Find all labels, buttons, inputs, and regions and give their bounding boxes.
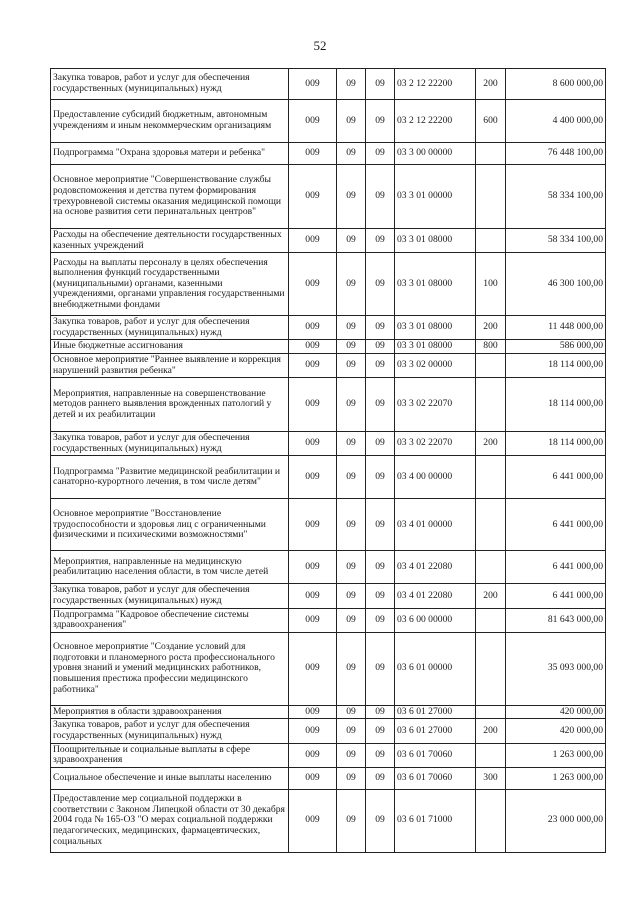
table-row	[51, 165, 606, 229]
section-cell: 09	[337, 743, 366, 767]
item-name-cell: Подпрограмма "Кадровое обеспечение системы здравоохранения"	[51, 608, 289, 632]
table-row	[51, 705, 606, 719]
amount-cell: 81 643 000,00	[506, 608, 606, 632]
table-row	[51, 632, 606, 705]
ministry-code-cell: 009	[289, 340, 337, 354]
amount-cell: 76 448 100,00	[506, 143, 606, 165]
expense-type-cell: 100	[476, 253, 506, 316]
subsection-cell: 09	[366, 316, 395, 340]
subsection-cell: 09	[366, 353, 395, 377]
amount-cell: 1 263 000,00	[506, 743, 606, 767]
table-row	[51, 100, 606, 143]
expense-type-cell	[476, 229, 506, 253]
subsection-cell: 09	[366, 432, 395, 456]
table-row	[51, 432, 606, 456]
ministry-code-cell: 009	[289, 143, 337, 165]
item-name-cell: Закупка товаров, работ и услуг для обеспечения государственных (муниципальных) нужд	[51, 719, 289, 743]
amount-cell: 6 441 000,00	[506, 584, 606, 608]
target-article-cell: 03 4 01 00000	[395, 499, 476, 551]
target-article-cell: 03 3 02 00000	[395, 353, 476, 377]
subsection-cell: 09	[366, 229, 395, 253]
expense-type-cell: 600	[476, 100, 506, 143]
item-name-cell: Закупка товаров, работ и услуг для обеспечения государственных (муниципальных) нужд	[51, 316, 289, 340]
subsection-cell: 09	[366, 632, 395, 705]
ministry-code-cell: 009	[289, 165, 337, 229]
ministry-code-cell: 009	[289, 316, 337, 340]
item-name-cell: Основное мероприятие "Восстановление трудоспособности и здоровья лиц с ограниченными физическими и психическими возможностями"	[51, 499, 289, 551]
target-article-cell: 03 3 00 00000	[395, 143, 476, 165]
section-cell: 09	[337, 378, 366, 432]
table-row	[51, 456, 606, 499]
target-article-cell: 03 3 01 00000	[395, 165, 476, 229]
expense-type-cell	[476, 378, 506, 432]
amount-cell: 58 334 100,00	[506, 229, 606, 253]
table-row	[51, 253, 606, 316]
target-article-cell: 03 6 01 70060	[395, 767, 476, 789]
subsection-cell: 09	[366, 69, 395, 100]
amount-cell: 6 441 000,00	[506, 456, 606, 499]
item-name-cell: Подпрограмма "Развитие медицинской реабилитации и санаторно-курортного лечения, в том числе детям"	[51, 456, 289, 499]
item-name-cell: Предоставление мер социальной поддержки в соответствии с Законом Липецкой области от 30 декабря 2004 года № 165-ОЗ "О мерах социальной поддержки педагогических, медицинских, фармацевтических, социальных	[51, 789, 289, 852]
table-row	[51, 69, 606, 100]
table-row	[51, 551, 606, 584]
target-article-cell: 03 3 02 22070	[395, 432, 476, 456]
target-article-cell: 03 4 01 22080	[395, 584, 476, 608]
expense-type-cell	[476, 353, 506, 377]
section-cell: 09	[337, 632, 366, 705]
item-name-cell: Поощрительные и социальные выплаты в сфере здравоохранения	[51, 743, 289, 767]
expense-type-cell	[476, 632, 506, 705]
expense-type-cell	[476, 743, 506, 767]
subsection-cell: 09	[366, 743, 395, 767]
ministry-code-cell: 009	[289, 584, 337, 608]
expense-type-cell	[476, 143, 506, 165]
target-article-cell: 03 4 01 22080	[395, 551, 476, 584]
expense-type-cell	[476, 608, 506, 632]
subsection-cell: 09	[366, 100, 395, 143]
target-article-cell: 03 3 01 08000	[395, 253, 476, 316]
table-row	[51, 229, 606, 253]
ministry-code-cell: 009	[289, 789, 337, 852]
section-cell: 09	[337, 719, 366, 743]
table-row	[51, 584, 606, 608]
amount-cell: 420 000,00	[506, 705, 606, 719]
section-cell: 09	[337, 767, 366, 789]
subsection-cell: 09	[366, 253, 395, 316]
expense-type-cell: 200	[476, 719, 506, 743]
item-name-cell: Иные бюджетные ассигнования	[51, 340, 289, 354]
ministry-code-cell: 009	[289, 229, 337, 253]
subsection-cell: 09	[366, 165, 395, 229]
section-cell: 09	[337, 705, 366, 719]
section-cell: 09	[337, 353, 366, 377]
section-cell: 09	[337, 456, 366, 499]
subsection-cell: 09	[366, 705, 395, 719]
target-article-cell: 03 6 01 70060	[395, 743, 476, 767]
ministry-code-cell: 009	[289, 743, 337, 767]
table-row	[51, 353, 606, 377]
table-row	[51, 316, 606, 340]
item-name-cell: Основное мероприятие "Создание условий для подготовки и планомерного роста профессионального уровня знаний и умений медицинских работников, повышения престижа профессии медицинского работника"	[51, 632, 289, 705]
expense-type-cell	[476, 165, 506, 229]
expense-type-cell: 200	[476, 69, 506, 100]
item-name-cell: Предоставление субсидий бюджетным, автономным учреждениям и иным некоммерческим организациям	[51, 100, 289, 143]
amount-cell: 11 448 000,00	[506, 316, 606, 340]
item-name-cell: Основное мероприятие "Раннее выявление и коррекция нарушений развития ребенка"	[51, 353, 289, 377]
item-name-cell: Основное мероприятие "Совершенствование службы родовспоможения и детства путем формирования трехуровневой системы оказания медицинской помощи на основе развития сети перинатальных центров"	[51, 165, 289, 229]
section-cell: 09	[337, 165, 366, 229]
item-name-cell: Мероприятия в области здравоохранения	[51, 705, 289, 719]
target-article-cell: 03 3 01 08000	[395, 229, 476, 253]
ministry-code-cell: 009	[289, 719, 337, 743]
page-number: 52	[313, 38, 327, 53]
expense-type-cell: 800	[476, 340, 506, 354]
expense-type-cell: 200	[476, 584, 506, 608]
amount-cell: 18 114 000,00	[506, 378, 606, 432]
table-row	[51, 608, 606, 632]
section-cell: 09	[337, 789, 366, 852]
amount-cell: 58 334 100,00	[506, 165, 606, 229]
section-cell: 09	[337, 69, 366, 100]
amount-cell: 6 441 000,00	[506, 499, 606, 551]
section-cell: 09	[337, 499, 366, 551]
target-article-cell: 03 6 01 71000	[395, 789, 476, 852]
ministry-code-cell: 009	[289, 456, 337, 499]
ministry-code-cell: 009	[289, 69, 337, 100]
section-cell: 09	[337, 100, 366, 143]
section-cell: 09	[337, 340, 366, 354]
item-name-cell: Закупка товаров, работ и услуг для обеспечения государственных (муниципальных) нужд	[51, 69, 289, 100]
table-row	[51, 143, 606, 165]
section-cell: 09	[337, 316, 366, 340]
target-article-cell: 03 6 00 00000	[395, 608, 476, 632]
subsection-cell: 09	[366, 143, 395, 165]
ministry-code-cell: 009	[289, 632, 337, 705]
table-body	[51, 69, 606, 853]
amount-cell: 6 441 000,00	[506, 551, 606, 584]
section-cell: 09	[337, 229, 366, 253]
target-article-cell: 03 6 01 00000	[395, 632, 476, 705]
item-name-cell: Закупка товаров, работ и услуг для обеспечения государственных (муниципальных) нужд	[51, 432, 289, 456]
ministry-code-cell: 009	[289, 378, 337, 432]
subsection-cell: 09	[366, 719, 395, 743]
table-row	[51, 789, 606, 852]
item-name-cell: Закупка товаров, работ и услуг для обеспечения государственных (муниципальных) нужд	[51, 584, 289, 608]
amount-cell: 420 000,00	[506, 719, 606, 743]
section-cell: 09	[337, 608, 366, 632]
subsection-cell: 09	[366, 789, 395, 852]
subsection-cell: 09	[366, 608, 395, 632]
amount-cell: 4 400 000,00	[506, 100, 606, 143]
table-row	[51, 378, 606, 432]
item-name-cell: Мероприятия, направленные на медицинскую реабилитацию населения области, в том числе детей	[51, 551, 289, 584]
expense-type-cell: 300	[476, 767, 506, 789]
amount-cell: 35 093 000,00	[506, 632, 606, 705]
expense-type-cell	[476, 705, 506, 719]
item-name-cell: Мероприятия, направленные на совершенствование методов раннего выявления врожденных патологий у детей и их реабилитации	[51, 378, 289, 432]
subsection-cell: 09	[366, 551, 395, 584]
target-article-cell: 03 6 01 27000	[395, 719, 476, 743]
subsection-cell: 09	[366, 340, 395, 354]
subsection-cell: 09	[366, 584, 395, 608]
ministry-code-cell: 009	[289, 551, 337, 584]
expense-type-cell: 200	[476, 432, 506, 456]
expense-type-cell	[476, 551, 506, 584]
expense-type-cell	[476, 456, 506, 499]
item-name-cell: Расходы на выплаты персоналу в целях обеспечения выполнения функций государственными (муниципальными) органами, казенными учреждениями, органами управления государственными внебюджетными фондами	[51, 253, 289, 316]
subsection-cell: 09	[366, 456, 395, 499]
target-article-cell: 03 2 12 22200	[395, 69, 476, 100]
subsection-cell: 09	[366, 499, 395, 551]
amount-cell: 46 300 100,00	[506, 253, 606, 316]
amount-cell: 586 000,00	[506, 340, 606, 354]
expense-type-cell: 200	[476, 316, 506, 340]
table-row	[51, 767, 606, 789]
expense-type-cell	[476, 789, 506, 852]
section-cell: 09	[337, 551, 366, 584]
ministry-code-cell: 009	[289, 100, 337, 143]
target-article-cell: 03 3 01 08000	[395, 316, 476, 340]
table-row	[51, 743, 606, 767]
amount-cell: 18 114 000,00	[506, 353, 606, 377]
item-name-cell: Социальное обеспечение и иные выплаты населению	[51, 767, 289, 789]
subsection-cell: 09	[366, 767, 395, 789]
amount-cell: 8 600 000,00	[506, 69, 606, 100]
amount-cell: 23 000 000,00	[506, 789, 606, 852]
ministry-code-cell: 009	[289, 608, 337, 632]
table-row	[51, 499, 606, 551]
item-name-cell: Подпрограмма "Охрана здоровья матери и ребенка"	[51, 143, 289, 165]
target-article-cell: 03 2 12 22200	[395, 100, 476, 143]
item-name-cell: Расходы на обеспечение деятельности государственных казенных учреждений	[51, 229, 289, 253]
section-cell: 09	[337, 432, 366, 456]
target-article-cell: 03 3 02 22070	[395, 378, 476, 432]
ministry-code-cell: 009	[289, 767, 337, 789]
section-cell: 09	[337, 143, 366, 165]
ministry-code-cell: 009	[289, 499, 337, 551]
amount-cell: 18 114 000,00	[506, 432, 606, 456]
ministry-code-cell: 009	[289, 353, 337, 377]
subsection-cell: 09	[366, 378, 395, 432]
section-cell: 09	[337, 253, 366, 316]
budget-table	[50, 68, 606, 853]
section-cell: 09	[337, 584, 366, 608]
table-row	[51, 719, 606, 743]
amount-cell: 1 263 000,00	[506, 767, 606, 789]
target-article-cell: 03 6 01 27000	[395, 705, 476, 719]
target-article-cell: 03 4 00 00000	[395, 456, 476, 499]
expense-type-cell	[476, 499, 506, 551]
table-row	[51, 340, 606, 354]
ministry-code-cell: 009	[289, 432, 337, 456]
ministry-code-cell: 009	[289, 705, 337, 719]
target-article-cell: 03 3 01 08000	[395, 340, 476, 354]
ministry-code-cell: 009	[289, 253, 337, 316]
